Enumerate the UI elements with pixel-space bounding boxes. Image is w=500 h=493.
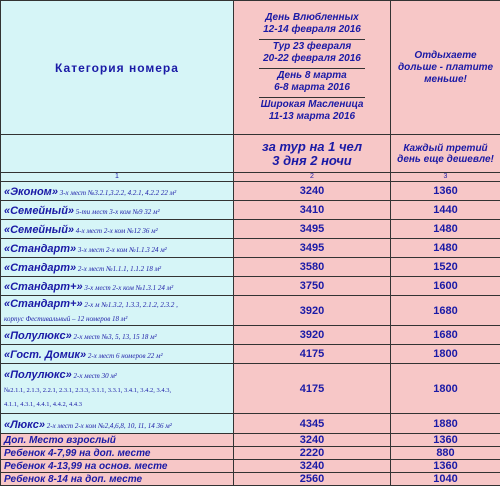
category-header: Категория номера xyxy=(1,1,234,135)
room-name: «Стандарт+» xyxy=(4,297,83,310)
tour-line-2: 3 дня 2 ночи xyxy=(272,152,352,168)
extra-day-cell: 1040 xyxy=(391,473,500,486)
room-name: «Полулюкс» xyxy=(4,368,72,381)
date-line: Широкая Масленица xyxy=(260,99,364,110)
room-name: «Люкс» xyxy=(4,418,45,431)
price-cell: 3495 xyxy=(234,239,391,258)
table-row xyxy=(1,182,500,201)
column-number: 3 xyxy=(391,173,500,182)
table-row xyxy=(1,296,500,326)
extra-day-cell: 880 xyxy=(391,447,500,460)
room-desc-3: 4.1.1, 4.3.1, 4.4.1, 4.4.2, 4.4.3 xyxy=(4,400,82,408)
table-row xyxy=(1,220,500,239)
extra-label: Ребенок 4-13,99 на основ. месте xyxy=(1,460,234,473)
price-cell: 3240 xyxy=(234,182,391,201)
table-row xyxy=(1,364,500,414)
price-cell: 3920 xyxy=(234,296,391,326)
price-cell: 3240 xyxy=(234,460,391,473)
room-name: «Семейный» xyxy=(4,205,75,217)
table-row xyxy=(1,239,500,258)
room-desc: 2-х мест 30 м² xyxy=(71,371,117,380)
price-cell: 3240 xyxy=(234,434,391,447)
extra-row xyxy=(1,447,500,460)
extra-label: Доп. Место взрослый xyxy=(1,434,234,447)
price-cell: 4175 xyxy=(234,364,391,414)
extra-day-cell: 1680 xyxy=(391,326,500,345)
table-row xyxy=(1,258,500,277)
extra-day-cell: 1360 xyxy=(391,460,500,473)
divider xyxy=(259,97,365,98)
room-name: «Стандарт» xyxy=(4,243,77,255)
extra-day-cell: 1480 xyxy=(391,220,500,239)
room-desc: 3-х мест №3.2.1,3.2.2, 4.2.1, 4.2.2 22 м² xyxy=(57,189,177,197)
room-desc: 2-х мест 6 номеров 22 м² xyxy=(86,352,163,360)
price-cell: 2560 xyxy=(234,473,391,486)
extra-label: Ребенок 8-14 на доп. месте xyxy=(1,473,234,486)
table-row xyxy=(1,326,500,345)
extra-day-cell: 1360 xyxy=(391,434,500,447)
room-desc: 2-х мест №1.1.1, 1.1.2 18 м² xyxy=(76,265,162,273)
price-cell: 3580 xyxy=(234,258,391,277)
room-desc: 2-х мест №3, 5, 13, 15 18 м² xyxy=(71,333,157,341)
extra-row xyxy=(1,434,500,447)
table-row xyxy=(1,345,500,364)
price-cell: 3495 xyxy=(234,220,391,239)
date-line: День 8 марта xyxy=(277,70,347,81)
column-number: 2 xyxy=(234,173,391,182)
price-cell: 4345 xyxy=(234,414,391,434)
extra-day-cell: 1680 xyxy=(391,296,500,326)
room-name: «Стандарт+» xyxy=(4,281,83,293)
extra-day-cell: 1880 xyxy=(391,414,500,434)
date-line: 12-14 февраля 2016 xyxy=(263,24,361,35)
room-desc: 3-х мест 2-х ком №1.3.1 24 м² xyxy=(82,284,174,292)
room-desc-2: №2.1.1, 2.1.3, 2.2.1, 2.3.1, 2.3.3, 3.1.1, 3.3.1, 3.4.1, 3.4.2, 3.4.3, xyxy=(4,386,172,394)
extra-label: Ребенок 4-7,99 на доп. месте xyxy=(1,447,234,460)
room-desc: 2-х м №1.3.2, 1.3.3, 2.1.2, 2.3.2 , xyxy=(82,300,178,309)
room-desc: 2-х мест 2-х ком №2,4,6,8, 10, 11, 14 36 м² xyxy=(45,421,172,430)
room-desc: 5-ти мест 3-х ком №9 32 м² xyxy=(74,208,160,216)
room-name: «Гост. Домик» xyxy=(4,349,87,361)
room-desc: 3-х мест 2-х ком №1.1.3 24 м² xyxy=(76,246,167,254)
table-row xyxy=(1,414,500,434)
extra-day-cell: 1360 xyxy=(391,182,500,201)
table-row xyxy=(1,201,500,220)
price-cell: 2220 xyxy=(234,447,391,460)
room-desc-2: корпус Фестивальный – 12 номеров 18 м² xyxy=(4,314,128,323)
extra-day-cell: 1800 xyxy=(391,364,500,414)
price-cell: 4175 xyxy=(234,345,391,364)
extra-day-cell: 1600 xyxy=(391,277,500,296)
extra-day-cell: 1520 xyxy=(391,258,500,277)
room-name: «Семейный» xyxy=(4,224,75,236)
third-day-header: Каждый третий день еще дешевле! xyxy=(391,135,500,173)
extra-row xyxy=(1,473,500,486)
price-cell: 3920 xyxy=(234,326,391,345)
extra-day-cell: 1440 xyxy=(391,201,500,220)
column-number: 1 xyxy=(1,173,234,182)
divider xyxy=(259,68,365,69)
price-cell: 3750 xyxy=(234,277,391,296)
price-cell: 3410 xyxy=(234,201,391,220)
room-name: «Стандарт» xyxy=(4,262,77,274)
extra-day-cell: 1800 xyxy=(391,345,500,364)
rest-promo-header: Отдыхаете дольше - платите меньше! xyxy=(391,1,500,135)
date-line: 20-22 февраля 2016 xyxy=(263,53,361,64)
date-line: 6-8 марта 2016 xyxy=(274,82,350,93)
empty-header-cell xyxy=(1,135,234,173)
room-desc: 4-х мест 2-х ком №12 36 м² xyxy=(74,227,158,235)
date-line: День Влюбленных xyxy=(265,12,359,23)
room-name: «Эконом» xyxy=(4,186,58,198)
date-line: Тур 23 февраля xyxy=(272,41,352,52)
room-name: «Полулюкс» xyxy=(4,330,72,342)
extra-row xyxy=(1,460,500,473)
date-line: 11-13 марта 2016 xyxy=(268,111,356,122)
extra-day-cell: 1480 xyxy=(391,239,500,258)
tour-line-1: за тур на 1 чел xyxy=(261,138,363,154)
tour-price-header xyxy=(234,135,391,173)
divider xyxy=(259,39,365,40)
table-row xyxy=(1,277,500,296)
tour-dates-header xyxy=(234,1,391,135)
